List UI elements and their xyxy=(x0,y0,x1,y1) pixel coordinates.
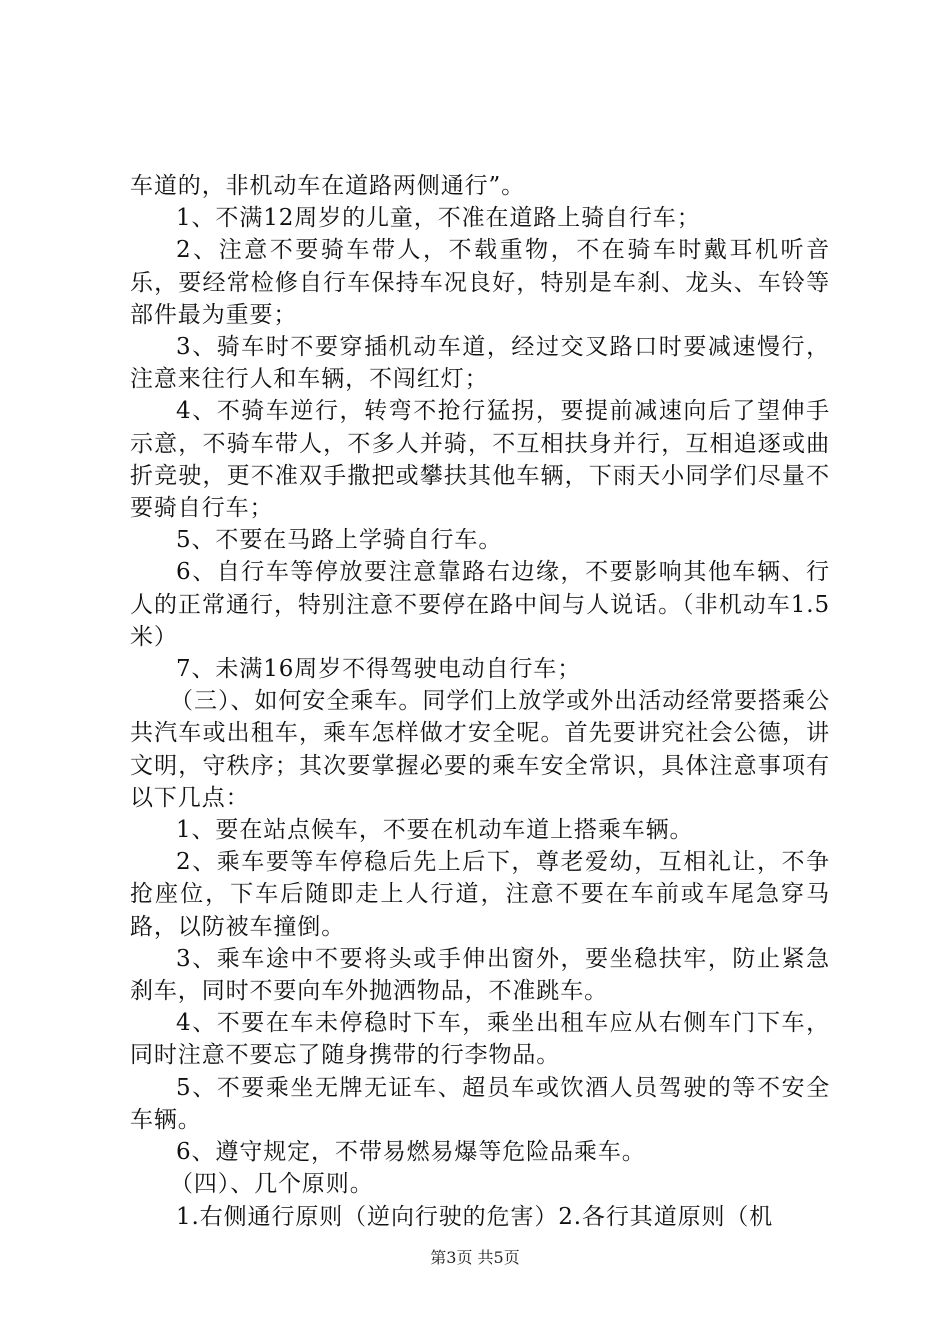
paragraph-ride-4: 4、不要在车未停稳时下车，乘坐出租车应从右侧车门下车，同时注意不要忘了随身携带的行李物品。 xyxy=(130,1010,830,1069)
paragraph-rule-1: 1、不满12周岁的儿童，不准在道路上骑自行车； xyxy=(176,205,701,232)
paragraph-principles: 1.右侧通行原则（逆向行驶的危害）2.各行其道原则（机 xyxy=(176,1203,774,1230)
page-footer: 第3页 共5页 xyxy=(430,1248,520,1267)
section-heading-three: （三）、如何安全乘车。同学们上放学或外出活动经常要搭乘公共汽车或出租车，乘车怎样做才安全呢。首先要讲究社会公德，讲文明，守秩序；其次要掌握必要的乘车安全常识，具体注意事项有以下几点： xyxy=(130,688,830,811)
paragraph-rule-5: 5、不要在马路上学骑自行车。 xyxy=(176,527,503,554)
document-body xyxy=(130,170,830,1233)
paragraph-ride-2: 2、乘车要等车停稳后先上后下，尊老爱幼，互相礼让，不争抢座位，下车后随即走上人行道，注意不要在车前或车尾急穿马路，以防被车撞倒。 xyxy=(130,849,830,940)
paragraph-rule-4: 4、不骑车逆行，转弯不抢行猛拐，要提前减速向后了望伸手示意，不骑车带人，不多人并骑，不互相扶身并行，互相追逐或曲折竞驶，更不准双手撒把或攀扶其他车辆，下雨天小同学们尽量不要骑自行车； xyxy=(130,398,830,522)
paragraph-rule-2: 2、注意不要骑车带人，不载重物，不在骑车时戴耳机听音乐，要经常检修自行车保持车况良好，特别是车刹、龙头、车铃等部件最为重要； xyxy=(130,237,830,328)
paragraph-rule-7: 7、未满16周岁不得驾驶电动自行车； xyxy=(176,656,582,683)
paragraph-rule-3: 3、骑车时不要穿插机动车道，经过交叉路口时要减速慢行，注意来往行人和车辆，不闯红灯； xyxy=(130,334,830,393)
paragraph-ride-6: 6、遵守规定，不带易燃易爆等危险品乘车。 xyxy=(176,1139,646,1166)
paragraph-ride-1: 1、要在站点候车，不要在机动车道上搭乘车辆。 xyxy=(176,817,694,844)
paragraph-ride-3: 3、乘车途中不要将头或手伸出窗外，要坐稳扶牢，防止紧急刹车，同时不要向车外抛洒物品，不准跳车。 xyxy=(130,945,830,1005)
paragraph-ride-5: 5、不要乘坐无牌无证车、超员车或饮酒人员驾驶的等不安全车辆。 xyxy=(130,1074,830,1133)
section-heading-four: （四）、几个原则。 xyxy=(170,1171,374,1198)
paragraph-rule-6: 6、自行车等停放要注意靠路右边缘，不要影响其他车辆、行人的正常通行，特别注意不要停在路中间与人说话。（非机动车1.5米） xyxy=(130,559,830,650)
paragraph-continuation: 车道的，非机动车在道路两侧通行”。 xyxy=(130,173,526,199)
